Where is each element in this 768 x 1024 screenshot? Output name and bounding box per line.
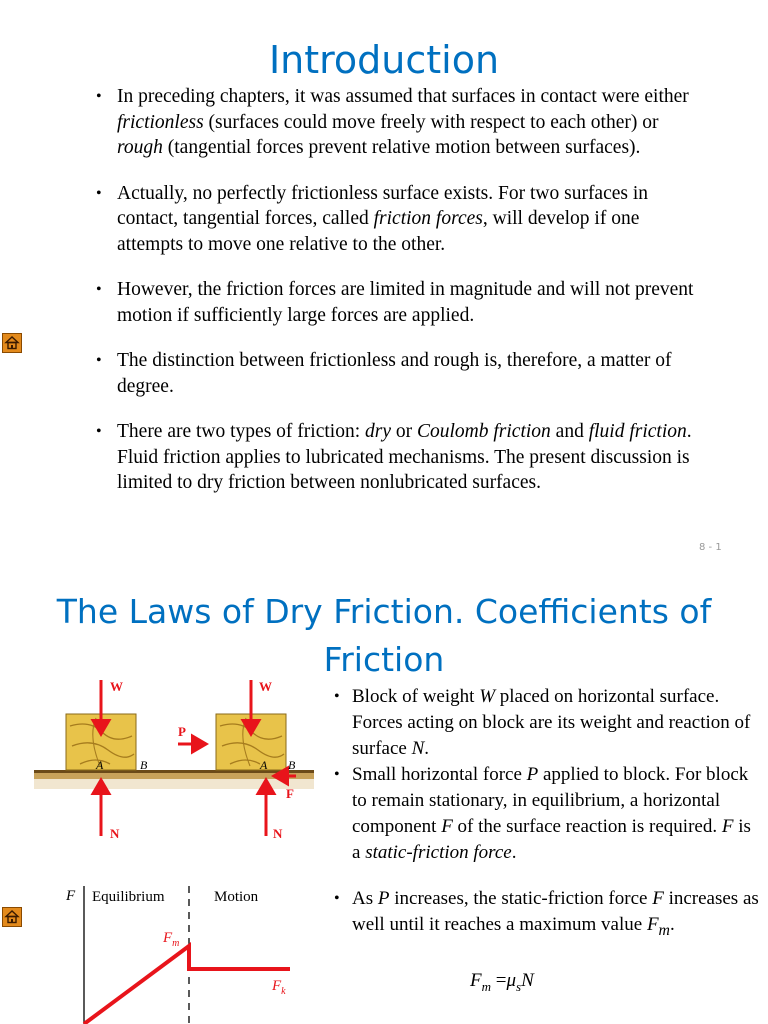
bullet-item — [330, 886, 762, 944]
bullet-text: As — [352, 888, 378, 909]
label-w-left: W — [110, 679, 123, 694]
label-f: F — [286, 786, 294, 801]
friction-bullet-list — [330, 684, 762, 944]
bullet-text: static-friction force — [365, 842, 512, 863]
bullet-text: Block of weight — [352, 686, 480, 707]
bullet-text: . — [424, 738, 430, 759]
friction-force-graph — [60, 880, 300, 1024]
bullet-text: frictionless — [117, 111, 204, 133]
bullet-text: or — [391, 421, 417, 442]
bullet-text: Actually, no perfectly frictionless surface exists. For two surfaces in contact, tangential forces, called — [117, 182, 649, 229]
block-diagram-figure — [30, 676, 322, 842]
bullet-text: Coulomb friction — [417, 421, 551, 442]
label-a-right: A — [260, 758, 268, 772]
bullet-item — [330, 762, 762, 866]
bullet-text: P — [526, 764, 539, 785]
bullet-text: , will develop if one attempts to move one relative to the other. — [117, 208, 640, 255]
graph-y-axis-label: F — [66, 888, 76, 904]
label-a-left: A — [96, 758, 104, 772]
bullet-text: Small horizontal force — [352, 764, 527, 785]
bullet-text: m — [658, 921, 670, 939]
bullet-item — [94, 84, 704, 161]
bullet-item — [94, 277, 704, 328]
bullet-text: P — [377, 888, 390, 909]
bullet-text: . — [669, 914, 675, 935]
label-p: P — [178, 724, 186, 739]
bullet-text: F — [441, 816, 453, 837]
bullet-text: increases, the static-friction force — [389, 888, 653, 909]
bullet-item — [94, 348, 704, 399]
bullet-text: The distinction between frictionless and rough is, therefore, a matter of degree. — [117, 350, 672, 397]
slide-title-laws-of-dry-friction: The Laws of Dry Friction. Coefficients of Friction — [56, 592, 712, 679]
bullet-item — [94, 419, 704, 496]
home-icon[interactable] — [2, 907, 22, 927]
bullet-text: of the surface reaction is required. — [452, 816, 722, 837]
bullet-text: F — [652, 888, 664, 909]
label-b-right: B — [288, 758, 296, 772]
graph-label-fk: $F_k$ — [272, 978, 286, 997]
slide-page-number: 8 - 1 — [699, 542, 722, 553]
bullet-text: However, the friction forces are limited in magnitude and will not prevent motion if sufficiently large forces are applied. — [117, 279, 694, 326]
equation-fm-mu-s-n: $F_m =\mu_sN$ — [470, 970, 534, 994]
bullet-text: N — [411, 738, 425, 759]
bullet-text: is a — [352, 816, 751, 863]
intro-bullet-list — [94, 84, 704, 496]
label-n-left: N — [110, 826, 120, 841]
bullet-text: and — [550, 421, 589, 442]
graph-label-motion: Motion — [214, 889, 259, 905]
graph-label-equilibrium: Equilibrium — [92, 889, 165, 905]
bullet-item — [330, 684, 762, 762]
label-b-left: B — [140, 758, 148, 772]
home-icon[interactable] — [2, 333, 22, 353]
bullet-text: placed on horizontal surface. Forces acting on block are its weight and reaction of surface — [352, 686, 751, 759]
label-n-right: N — [273, 826, 283, 841]
bullet-text: rough — [117, 137, 163, 158]
bullet-text: (tangential forces prevent relative motion between surfaces). — [162, 137, 641, 158]
label-w-right: W — [259, 679, 272, 694]
bullet-text: In preceding chapters, it was assumed that surfaces in contact were either — [117, 86, 689, 107]
slide-title-introduction: Introduction — [268, 38, 500, 82]
bullet-text: applied to block. For block to remain stationary, in equilibrium, a horizontal component — [352, 764, 749, 837]
ground-surface-left — [34, 772, 314, 779]
bullet-text: increases as well until it reaches a maximum value — [352, 888, 759, 935]
bullet-text: dry — [365, 421, 391, 442]
bullet-text: (surfaces could move freely with respect to each other) or — [203, 111, 659, 133]
bullet-text: . Fluid friction applies to lubricated mechanisms. The present discussion is limited to dry friction between nonlubricated surfaces. — [117, 421, 692, 493]
friction-curve — [84, 946, 290, 1024]
bullet-text: friction forces — [373, 208, 483, 229]
bullet-item — [94, 181, 704, 258]
graph-label-fm: $F_m$ — [163, 930, 180, 949]
bullet-text: F — [721, 816, 734, 837]
bullet-text: There are two types of friction: — [117, 421, 365, 442]
bullet-text: W — [479, 686, 496, 707]
bullet-text: fluid friction — [588, 421, 687, 442]
bullet-text: . — [511, 842, 517, 863]
bullet-text: F — [646, 914, 659, 935]
